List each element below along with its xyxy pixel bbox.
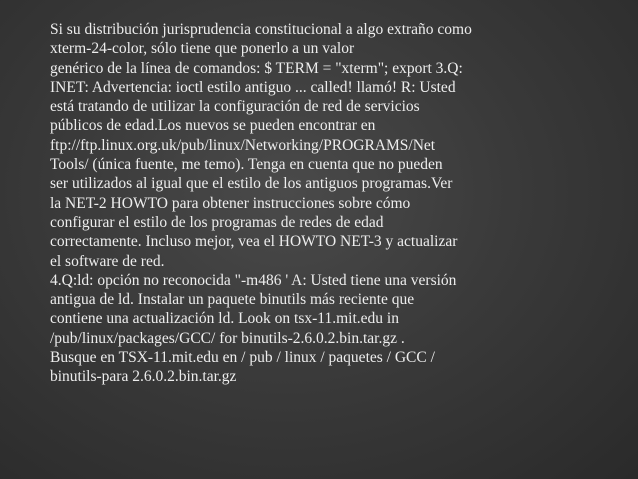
paragraph-inet-warning — [50, 59, 610, 271]
text-line: configurar el estilo de los programas de redes de edad — [50, 213, 384, 231]
text-line: Si su distribución jurisprudencia constitucional a algo extraño como — [50, 21, 472, 38]
text-line: genérico de la línea de comandos: $ TERM = "xterm"; export 3.Q: — [50, 59, 463, 77]
text-line: el software de red. — [50, 252, 165, 270]
text-line: ser utilizados al igual que el estilo de los antiguos programas.Ver — [50, 175, 453, 193]
text-line: INET: Advertencia: ioctl estilo antiguo ... called! llamó! R: Usted — [50, 78, 456, 96]
text-line: públicos de edad.Los nuevos se pueden encontrar en — [50, 117, 376, 135]
text-line: ftp://ftp.linux.org.uk/pub/linux/Networking/PROGRAMS/Net — [50, 136, 436, 154]
paragraph-terminal-type — [50, 20, 610, 59]
text-line: Tools/ (única fuente, me temo). Tenga en cuenta que no pueden — [50, 156, 443, 174]
text-line: contiene una actualización ld. Look on tsx-11.mit.edu in — [50, 310, 399, 328]
paragraph-ld-option — [50, 271, 610, 387]
text-line: /pub/linux/packages/GCC/ for binutils-2.6.0.2.bin.tar.gz . — [50, 329, 405, 347]
text-line: xterm-24-color, sólo tiene que ponerlo a un valor — [50, 40, 355, 58]
text-line: está tratando de utilizar la configuración de red de servicios — [50, 98, 420, 116]
text-line: binutils-para 2.6.0.2.bin.tar.gz — [50, 368, 237, 386]
text-line: antigua de ld. Instalar un paquete binutils más reciente que — [50, 291, 415, 309]
text-line: Busque en TSX-11.mit.edu en / pub / linux / paquetes / GCC / — [50, 349, 435, 367]
text-line: 4.Q:ld: opción no reconocida "-m486 ' A: Usted tiene una versión — [50, 271, 457, 289]
slide-body — [50, 20, 610, 387]
text-line: la NET-2 HOWTO para obtener instrucciones sobre cómo — [50, 194, 411, 212]
text-line: correctamente. Incluso mejor, vea el HOWTO NET-3 y actualizar — [50, 233, 458, 251]
